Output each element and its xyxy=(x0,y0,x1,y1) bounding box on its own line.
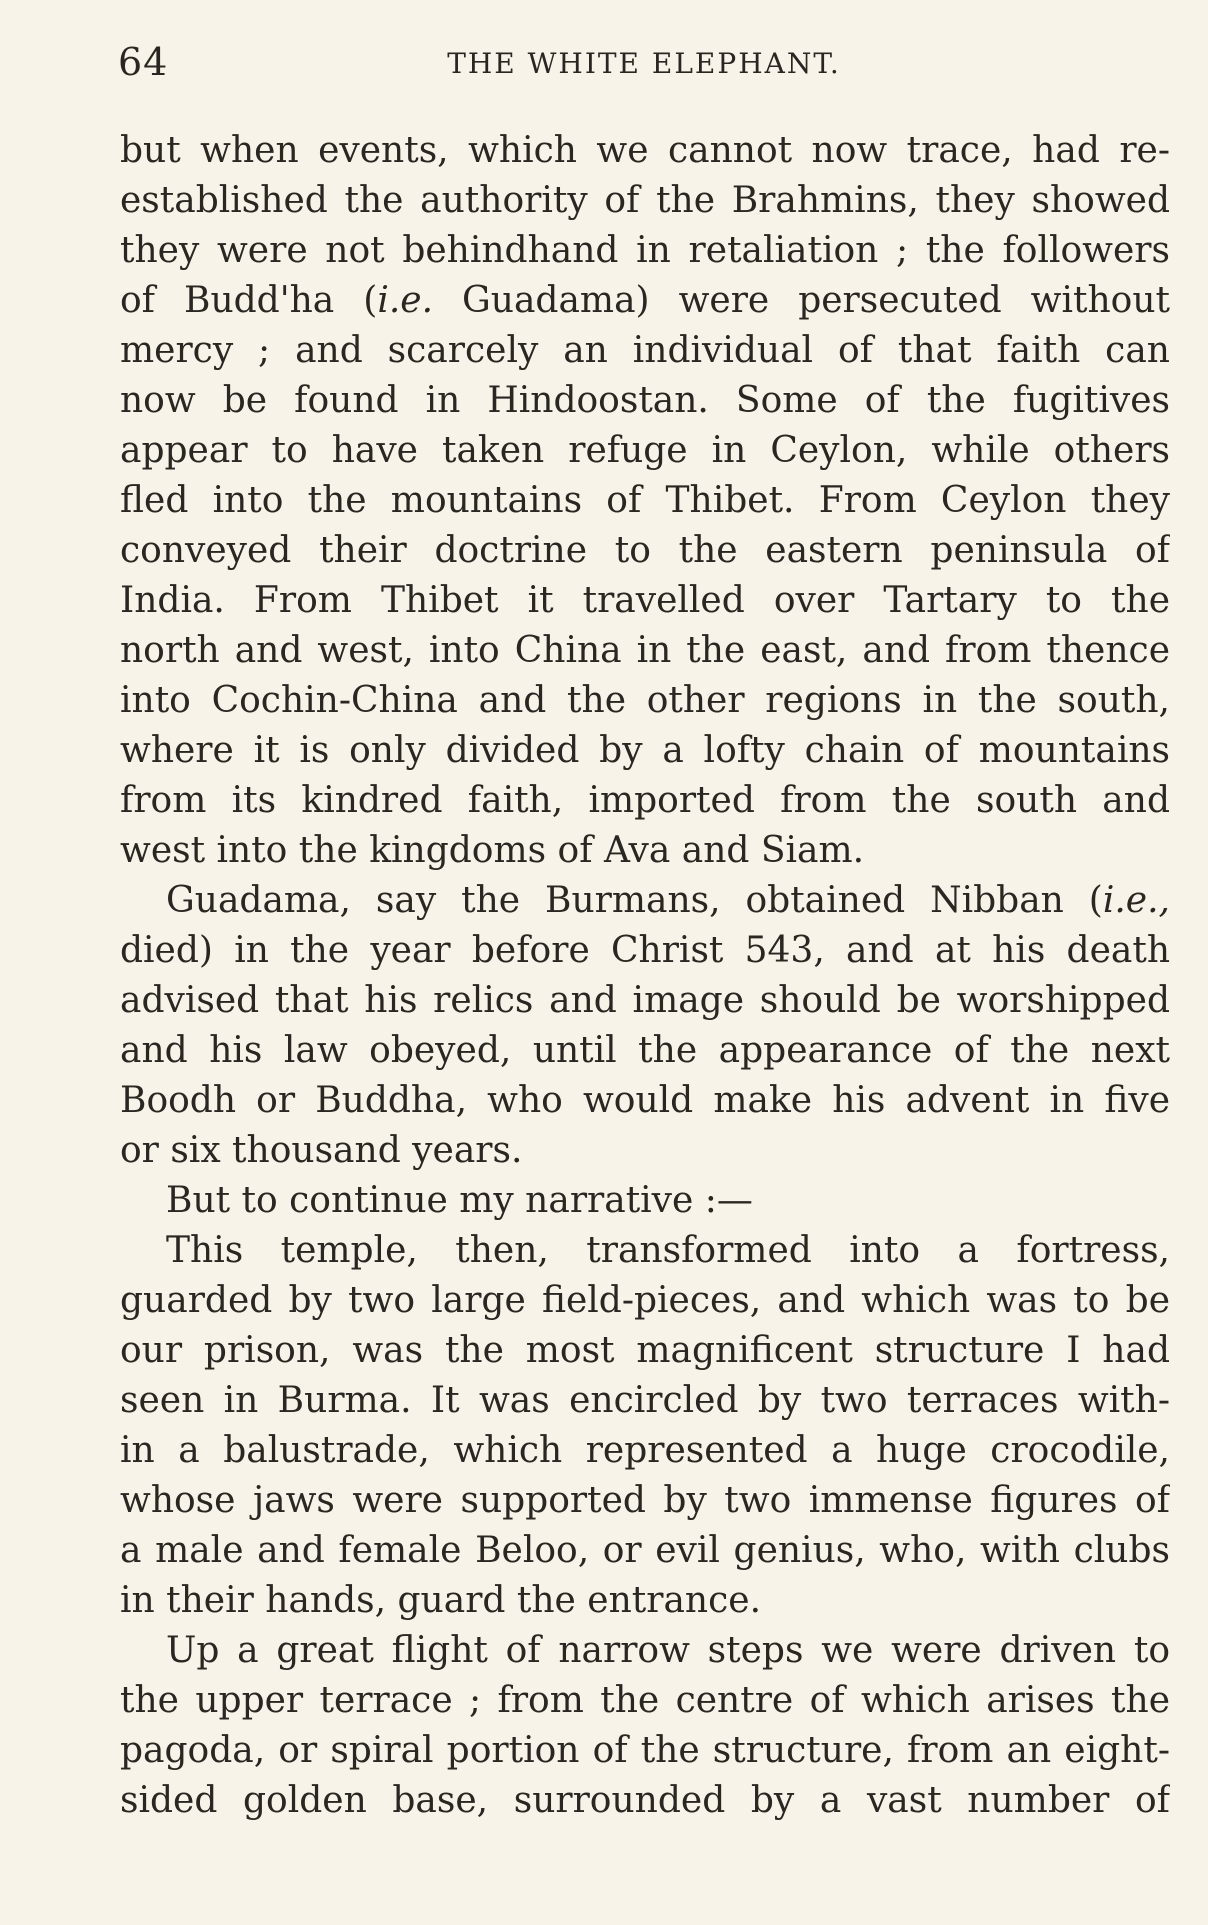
page-number: 64 xyxy=(118,40,169,84)
text-line: a male and female Beloo, or evil genius, who, with clubs xyxy=(120,1530,1170,1571)
text-line: from its kindred faith, imported from the south and xyxy=(120,780,1170,821)
italic-abbreviation: i.e., xyxy=(1102,880,1170,921)
text-line: pagoda, or spiral portion of the structure, from an eight- xyxy=(120,1730,1170,1771)
text-line xyxy=(120,876,1170,926)
text-run: of Budd'ha ( xyxy=(120,280,378,321)
text-line: or six thousand years. xyxy=(120,1130,523,1171)
text-line: advised that his relics and image should be worshipped xyxy=(120,980,1170,1021)
text-line: died) in the year before Christ 543, and at his death xyxy=(120,930,1170,971)
text-line: they were not behindhand in retaliation ; the followers xyxy=(120,230,1170,271)
italic-abbreviation: i.e. xyxy=(377,280,434,321)
text-line: Up a great flight of narrow steps we were driven to xyxy=(166,1630,1170,1671)
text-line: and his law obeyed, until the appearance of the next xyxy=(120,1030,1170,1071)
text-run: Guadama, say the Burmans, obtained Nibban ( xyxy=(166,880,1103,921)
text-line: in a balustrade, which represented a huge crocodile, xyxy=(120,1430,1170,1471)
running-title: THE WHITE ELEPHANT. xyxy=(447,47,841,80)
text-line: north and west, into China in the east, and from thence xyxy=(120,630,1170,671)
text-line: now be found in Hindoostan. Some of the fugitives xyxy=(120,380,1170,421)
text-line: India. From Thibet it travelled over Tartary to the xyxy=(120,580,1170,621)
text-line: where it is only divided by a lofty chain of mountains xyxy=(120,730,1170,771)
text-line xyxy=(120,276,1170,326)
text-line: mercy ; and scarcely an individual of that faith can xyxy=(120,330,1170,371)
text-line: seen in Burma. It was encircled by two terraces with- xyxy=(120,1380,1170,1421)
text-line: This temple, then, transformed into a fortress, xyxy=(166,1230,1170,1271)
text-line: whose jaws were supported by two immense figures of xyxy=(120,1480,1170,1521)
text-run: Guadama) were persecuted without xyxy=(433,280,1170,321)
text-line: fled into the mountains of Thibet. From Ceylon they xyxy=(120,480,1170,521)
text-line: Boodh or Buddha, who would make his advent in five xyxy=(120,1080,1170,1121)
text-line: But to continue my narrative :— xyxy=(166,1180,753,1221)
text-line: sided golden base, surrounded by a vast number of xyxy=(120,1780,1170,1821)
text-line: conveyed their doctrine to the eastern peninsula of xyxy=(120,530,1170,571)
text-line: but when events, which we cannot now trace, had re- xyxy=(120,130,1170,171)
text-line: in their hands, guard the entrance. xyxy=(120,1580,762,1621)
text-line: guarded by two large field-pieces, and which was to be xyxy=(120,1280,1170,1321)
body-text xyxy=(120,126,1170,1826)
text-line: our prison, was the most magnificent structure I had xyxy=(120,1330,1170,1371)
text-line: the upper terrace ; from the centre of which arises the xyxy=(120,1680,1170,1721)
text-line: established the authority of the Brahmins, they showed xyxy=(120,180,1170,221)
text-line: appear to have taken refuge in Ceylon, while others xyxy=(120,430,1170,471)
running-head xyxy=(118,40,1170,90)
text-line: into Cochin-China and the other regions in the south, xyxy=(120,680,1170,721)
text-line: west into the kingdoms of Ava and Siam. xyxy=(120,830,865,871)
